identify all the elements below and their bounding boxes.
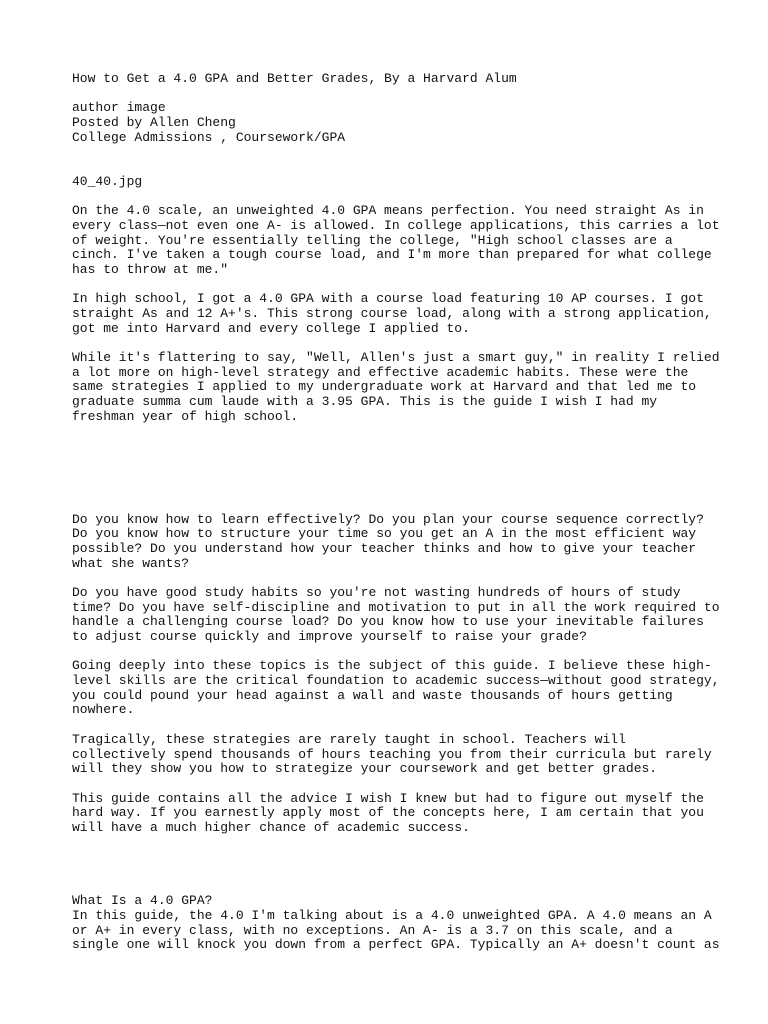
paragraph-line: This guide contains all the advice I wish I knew but had to figure out myself the [72, 790, 704, 806]
paragraph-line: Do you know how to structure your time so you get an A in the most efficient way [72, 526, 697, 542]
byline: Posted by Allen Cheng [72, 115, 236, 131]
paragraph-high-school [72, 292, 712, 336]
article-title: How to Get a 4.0 GPA and Better Grades, By a Harvard Alum [72, 71, 517, 86]
paragraph-line: collectively spend thousands of hours teaching you from their curricula but rarely [72, 746, 712, 762]
paragraph-line: you could pound your head against a wall and waste thousands of hours getting [72, 687, 673, 703]
document-page [72, 71, 720, 953]
paragraph-guide-contains [72, 792, 712, 836]
paragraph-tragically [72, 733, 712, 777]
paragraph-line: handle a challenging course load? Do you know how to use your inevitable failures [72, 614, 704, 630]
paragraph-line: has to throw at me." [72, 261, 229, 277]
paragraph-line: a lot more on high-level strategy and effective academic habits. These were the [72, 364, 689, 380]
paragraph-line: freshman year of high school. [72, 408, 299, 424]
section-heading: What Is a 4.0 GPA? [72, 893, 213, 909]
paragraph-line: On the 4.0 scale, an unweighted 4.0 GPA means perfection. You need straight As in [72, 203, 704, 219]
paragraph-line: Tragically, these strategies are rarely taught in school. Teachers will [72, 731, 626, 747]
paragraph-line: Do you know how to learn effectively? Do you plan your course sequence correctly? [72, 511, 704, 527]
categories: College Admissions , Coursework/GPA [72, 129, 346, 145]
image-filename: 40_40.jpg [72, 173, 143, 189]
paragraph-questions-learning [72, 513, 712, 572]
paragraph-line: In high school, I got a 4.0 GPA with a course load featuring 10 AP courses. I got [72, 291, 704, 307]
paragraph-what-is-gpa [72, 908, 720, 953]
author-image-alt: author image [72, 100, 166, 116]
paragraph-line: got me into Harvard and every college I applied to. [72, 320, 470, 336]
paragraph-line: every class—not even one A- is allowed. In college applications, this carries a lot [72, 217, 720, 233]
paragraph-line: Going deeply into these topics is the subject of this guide. I believe these high- [72, 658, 712, 674]
paragraph-line: time? Do you have self-discipline and motivation to put in all the work required to [72, 599, 720, 615]
paragraph-line: single one will knock you down from a perfect GPA. Typically an A+ doesn't count as [72, 937, 720, 953]
paragraph-intro [72, 203, 720, 277]
paragraph-line: hard way. If you earnestly apply most of the concepts here, I am certain that you [72, 805, 704, 821]
paragraph-line: In this guide, the 4.0 I'm talking about is a 4.0 unweighted GPA. A 4.0 means an A [72, 908, 712, 924]
paragraph-guide-topics [72, 658, 720, 718]
paragraph-line: straight As and 12 A+'s. This strong course load, along with a strong application, [72, 306, 712, 322]
paragraph-line: of weight. You're essentially telling the college, "High school classes are a [72, 232, 673, 248]
paragraph-line: nowhere. [72, 702, 135, 718]
paragraph-questions-habits [72, 584, 720, 645]
paragraph-line: will have a much higher chance of academic success. [72, 819, 470, 835]
paragraph-line: same strategies I applied to my undergraduate work at Harvard and that led me to [72, 379, 697, 395]
paragraph-line: will they show you how to strategize your coursework and get better grades. [72, 761, 658, 777]
paragraph-line: graduate summa cum laude with a 3.95 GPA. This is the guide I wish I had my [72, 394, 658, 410]
paragraph-line: what she wants? [72, 555, 190, 571]
paragraph-line: level skills are the critical foundation to academic success—without good strategy, [72, 673, 720, 689]
paragraph-line: cinch. I've taken a tough course load, and I'm more than prepared for what college [72, 247, 712, 263]
paragraph-line: to adjust course quickly and improve yourself to raise your grade? [72, 629, 587, 645]
paragraph-line: possible? Do you understand how your teacher thinks and how to give your teacher [72, 540, 697, 556]
paragraph-line: While it's flattering to say, "Well, Allen's just a smart guy," in reality I relied [72, 350, 720, 366]
paragraph-line: or A+ in every class, with no exceptions. An A- is a 3.7 on this scale, and a [72, 922, 673, 938]
paragraph-strategy [72, 350, 720, 424]
paragraph-line: Do you have good study habits so you're not wasting hundreds of hours of study [72, 584, 681, 600]
